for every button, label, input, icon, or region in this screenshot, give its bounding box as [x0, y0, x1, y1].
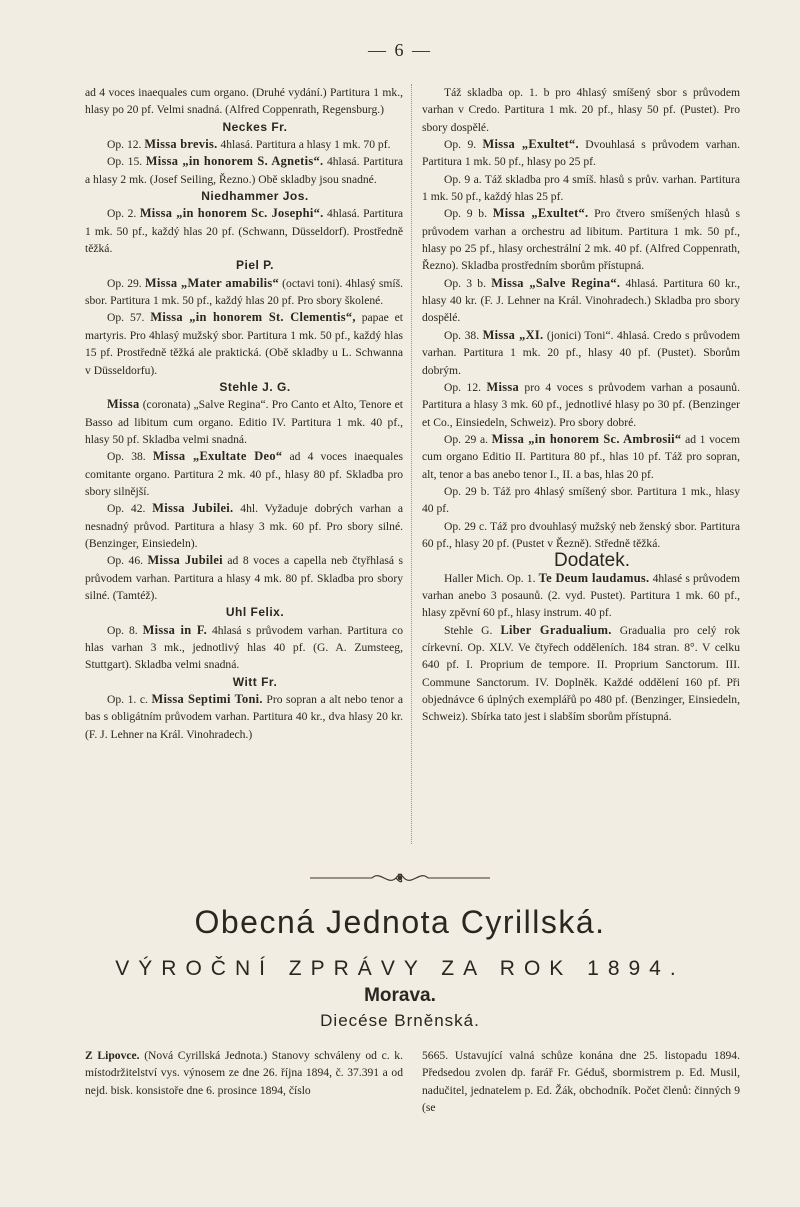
- catalog-entry: ad 4 voces inaequales cum organo. (Druhé vydání.) Partitura 1 mk., hlasy po 20 pf. Velmi snadná. (Alfred Coppenrath, Regensburg.): [85, 86, 403, 117]
- entry-title: Missa „Mater amabilis“: [144, 275, 280, 290]
- catalog-entry: [85, 622, 403, 674]
- entry-title: Missa in F.: [142, 622, 208, 637]
- report-paragraph: [85, 1047, 403, 1099]
- composer-heading: Niedhammer Jos.: [201, 189, 309, 204]
- catalog-entry: [85, 153, 403, 188]
- catalog-entry: [422, 84, 740, 136]
- entry-title: Missa „Salve Regina“.: [491, 275, 621, 290]
- entry-description: Pro sopran a alt nebo tenor a bas s obligátním průvodem varhan. Partitura 40 kr., dva hlasy 20 kr. (F. J. Lehner na Král. Vinohradech.): [85, 693, 403, 741]
- page-number: — 6 —: [368, 40, 432, 60]
- entry-prefix: Op. 38.: [107, 450, 153, 464]
- catalog-entry: [85, 396, 403, 448]
- composer-heading: Uhl Felix.: [225, 605, 285, 620]
- entry-description: 4hlasá s průvodem varhan. Partitura co hlas varhan 3 mk., jednotlivý hlas 40 pf. (G. A. Zumsteeg, Stuttgart). Skladba velmi snadná.: [85, 623, 404, 672]
- catalog-entry: [422, 431, 740, 483]
- catalog-entry: [422, 518, 740, 553]
- entry-prefix: Op. 29 a.: [444, 432, 492, 446]
- entry-description: 4hl. Vyžaduje dobrých varhan a nesnadný průvod. Partitura a hlasy 3 mk. 60 pf. Pro sbory silné. (Benzinger, Einsiedeln).: [85, 502, 404, 550]
- entry-title: Liber Gradualium.: [500, 622, 612, 637]
- entry-prefix: Op. 1. c.: [107, 693, 152, 707]
- entry-title: Missa Jubilei: [147, 553, 223, 568]
- catalog-entry: [422, 205, 740, 274]
- column-divider: [411, 84, 412, 844]
- entry-prefix: Op. 9 b.: [444, 207, 493, 221]
- entry-prefix: Op. 3 b.: [444, 276, 492, 290]
- entry-prefix: Op. 12.: [107, 138, 145, 152]
- entry-title: Missa „in honorem St. Clementis“,: [150, 310, 356, 325]
- catalog-entry: [422, 171, 740, 206]
- entry-prefix: Stehle G.: [444, 623, 501, 637]
- entry-prefix: Op. 2.: [107, 207, 140, 221]
- report-right-column: [422, 1047, 740, 1116]
- report-paragraph: [422, 1047, 740, 1116]
- catalog-entry: [422, 327, 740, 379]
- entry-title: Missa „in honorem S. Agnetis“.: [145, 154, 324, 169]
- catalog-entry: [85, 309, 403, 378]
- report-text: 5665. Ustavující valná schůze konána dne 25. listopadu 1894. Předsedou zvolen dp. farář Fr. Géduš, sbormistrem p. Ed. Musil, nadučitel, jednatelem p. Ed. Žák, obchodník. Počet členů: činných 9 (se: [422, 1049, 740, 1115]
- entry-description: Táž skladba op. 1. b pro 4hlasý smíšený sbor s průvodem varhan v Credo. Partitura 1 mk. 20 pf., hlasy 50 pf. (Pustet). Pro sbory dospělé.: [422, 86, 740, 134]
- entry-prefix: Op. 38.: [444, 328, 483, 342]
- entry-description: Op. 29 c. Táž pro dvouhlasý mužský neb ženský sbor. Partitura 60 pf., hlasy 20 pf. (Pustet v Řezně). Středně těžká.: [422, 519, 740, 550]
- entry-title: Missa „in honorem Sc. Ambrosii“: [491, 431, 682, 446]
- entry-description: ad 8 voces a capella neb čtyřhlasá s průvodem varhan. Partitura a hlasy 4 mk. 80 pf. Skladba pro sbory silné. (Tamtéž).: [85, 554, 404, 602]
- entry-title: Missa „in honorem Sc. Josephi“.: [139, 206, 324, 221]
- entry-description: Gradualia pro celý rok církevní. Op. XLV. Ve čtyřech odděleních. 184 stran. 8°. V celku 640 pf. I. Proprium de tempore. II. Proprium Sanctorum. III. Commune Sanctorum. IV. Doplněk. Každé oddělení 160 pf. Při objednávce 6 úplných exemplářů po 480 pf. (Benzinger, Einsiedeln, Schweiz). Sbírka tato jest i slabším sborům přístupná.: [422, 623, 741, 724]
- entry-description: Op. 29 b. Táž pro 4hlasý smíšený sbor. Partitura 1 mk., hlasy 40 pf.: [422, 484, 740, 516]
- catalog-entry: [422, 136, 740, 171]
- addendum-heading: Dodatek.: [553, 550, 631, 572]
- section-title: Obecná Jednota Cyrillská.: [194, 904, 606, 940]
- catalog-entry: [85, 136, 403, 153]
- entry-title: Missa „Exultet“.: [482, 137, 579, 152]
- entry-title: Missa „Exultate Deo“: [152, 449, 283, 464]
- composer-heading: Witt Fr.: [232, 674, 278, 689]
- entry-description: 4hlasá. Partitura 1 mk. 50 pf., každý hlas 20 pf. (Schwann, Düsseldorf). Prostředně těžká.: [85, 207, 403, 256]
- entry-description: Pro čtvero smíšených hlasů s průvodem varhan a orchestru ad libitum. Partitura 1 mk. 50 pf., hlasy po 25 pf., hlasy orchestrální 2 mk. 40 pf. (Alfred Coppenrath, Řezno). Skladba prostředním sborům přístupná.: [422, 207, 740, 273]
- entry-description: papae et martyris. Pro 4hlasý mužský sbor. Partitura 1 mk. 50 pf., každý hlas 15 pf. Prostředně těžká ale praktická. (Obě skladby u L. Schwanna v Düsseldorfu).: [85, 311, 403, 377]
- catalog-entry: [422, 275, 740, 327]
- entry-prefix: Op. 29.: [107, 276, 145, 290]
- entry-description: (octavi toni). 4hlasý smíš. sbor. Partitura 1 mk. 50 pf., každý hlas 20 pf. Pro sbory školené.: [85, 276, 403, 308]
- right-column: [422, 84, 740, 726]
- entry-title: Missa Jubilei.: [152, 501, 234, 516]
- catalog-entry: [85, 448, 403, 500]
- entry-prefix: Op. 12.: [444, 380, 487, 394]
- composer-heading: Piel P.: [236, 258, 274, 273]
- catalog-entry: [85, 500, 403, 552]
- entry-title: Missa „Exultet“.: [492, 206, 589, 221]
- entry-prefix: Op. 8.: [107, 623, 143, 637]
- entry-description: (coronata) „Salve Regina“. Pro Canto et Alto, Tenore et Basso ad libitum cum organo. Editio IV. Partitura 1 mk. 40 pf., hlasy 50 pf. Skladba velmi snadná.: [85, 398, 403, 446]
- section-region: Morava.: [364, 985, 436, 1006]
- entry-prefix: Op. 57.: [107, 311, 151, 325]
- entry-description: (jonici) Toni“. 4hlasá. Credo s průvodem varhan. Partitura 1 mk. 20 pf., hlasy 40 pf. (Pustet). Sborům dobrým.: [422, 328, 741, 377]
- ornament-divider: [310, 868, 490, 888]
- entry-description: 4hlasá. Partitura 60 kr., hlasy 40 kr. (F. J. Lehner na Král. Vinohradech.) Skladba pro sbory dospělé.: [422, 276, 740, 325]
- entry-prefix: Op. 9.: [444, 138, 483, 152]
- entry-prefix: Op. 42.: [107, 502, 153, 516]
- entry-title: Missa Septimi Toni.: [151, 692, 263, 707]
- entry-description: 4hlasá. Partitura a hlasy 2 mk. (Josef Seiling, Řezno.) Obě skladby jsou snadné.: [85, 155, 404, 186]
- left-column: [85, 84, 403, 743]
- entry-title: Missa „XI.: [482, 327, 544, 342]
- entry-prefix: Op. 15.: [107, 155, 146, 169]
- catalog-entry: [85, 552, 403, 604]
- report-text: (Nová Cyrillská Jednota.) Stanovy schváleny od c. k. místodržitelství vys. výnosem ze dne 26. října 1894, č. 37.391 a od nejd. bisk. konsistoře dne 6. prosince 1894, číslo: [85, 1049, 403, 1097]
- composer-heading: Stehle J. G.: [219, 379, 291, 394]
- entry-title: Te Deum laudamus.: [538, 570, 650, 585]
- catalog-entry: [85, 205, 403, 257]
- entry-description: ad 1 vocem cum organo Editio II. Partitura 80 pf., hlas 10 pf. Táž pro sopran, alt, tenor a bas anebo tenor I., II. a bas, hlas 20 pf.: [422, 432, 740, 481]
- catalog-entry: [85, 275, 403, 310]
- catalog-entry: [422, 483, 740, 518]
- entry-description: ad 4 voces inaequales comitante organo. Partitura 2 mk. 40 pf., hlasy 80 pf. Skladba pro sbory silnější.: [85, 450, 403, 498]
- entry-description: pro 4 voces s průvodem varhan a posaunů. Partitura a hlasy 3 mk. 60 pf., jednotlivé hlasy po 30 pf. (Benzinger et Co., Einsiedeln, Schweiz). Pro sbory dobré.: [422, 380, 741, 429]
- entry-prefix: Op. 46.: [107, 554, 148, 568]
- catalog-entry: [85, 691, 403, 743]
- catalog-entry: [422, 570, 740, 622]
- entry-description: 4hlasé s průvodem varhan anebo 3 posaunů. (2. vyd. Pustet). Partitura 1 mk. 60 pf., hlasy zpěvní 60 pf., hlasy instrum. 40 pf.: [422, 571, 740, 620]
- entry-title: Missa: [486, 379, 519, 394]
- entry-description: Op. 9 a. Táž skladba pro 4 smíš. hlasů s prův. varhan. Partitura 1 mk. 50 pf., každý hlas 25 pf.: [422, 172, 740, 204]
- entry-title: Missa brevis.: [144, 137, 218, 152]
- entry-title: Missa: [107, 397, 140, 412]
- report-left-column: [85, 1047, 403, 1099]
- composer-heading: Neckes Fr.: [222, 119, 288, 134]
- entry-prefix: Haller Mich. Op. 1.: [444, 571, 539, 585]
- entry-description: 4hlasá. Partitura a hlasy 1 mk. 70 pf.: [217, 138, 391, 152]
- section-diocese: Diecése Brněnská.: [320, 1011, 480, 1030]
- entry-description: Dvouhlasá s průvodem varhan. Partitura 1 mk. 50 pf., hlasy po 25 pf.: [422, 138, 740, 169]
- section-subtitle: VÝROČNÍ ZPRÁVY ZA ROK 1894.: [115, 957, 685, 980]
- catalog-entry: [422, 622, 740, 726]
- catalog-entry: [422, 379, 740, 431]
- report-lead: Z Lipovce.: [85, 1049, 140, 1062]
